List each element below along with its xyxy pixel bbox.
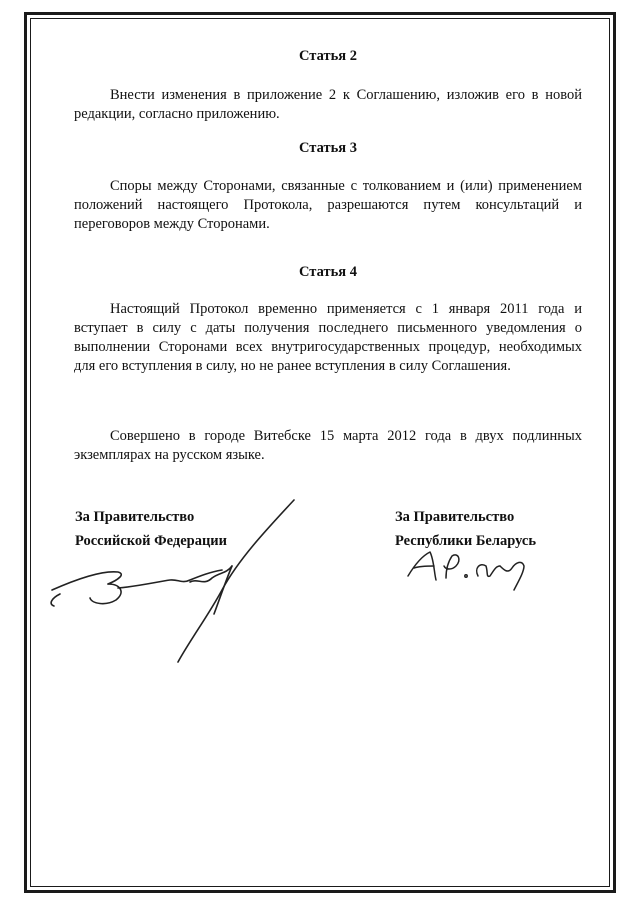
article-3-text: Споры между Сторонами, связанные с толкованием и (или) применением положений настоящего Протокола, разрешаются путем консультаций и переговоров между Сторонами.: [74, 178, 582, 232]
signatory-belarus-line2: Республики Беларусь: [395, 533, 537, 549]
article-2-text: Внести изменения в приложение 2 к Соглашению, изложив его в новой редакции, согласно приложению.: [74, 87, 582, 122]
article-4-text: Настоящий Протокол временно применяется с 1 января 2011 года и вступает в силу с даты получения последнего письменного уведомления о выполнении Сторонами всех внутригосударственных процедур, необходимых для его вступления в силу, но не ранее вступления в силу Соглашения.: [74, 301, 582, 374]
article-2-heading: Статья 2: [299, 48, 357, 64]
article-3-heading: Статья 3: [299, 140, 357, 156]
signatory-russia-line1: За Правительство: [75, 509, 195, 525]
signatory-russia-line2: Российской Федерации: [75, 533, 228, 549]
article-4-heading: Статья 4: [299, 264, 357, 280]
signatory-belarus-line1: За Правительство: [395, 509, 515, 525]
closing-statement: Совершено в городе Витебске 15 марта 2012 года в двух подлинных экземплярах на русском языке.: [74, 428, 582, 463]
